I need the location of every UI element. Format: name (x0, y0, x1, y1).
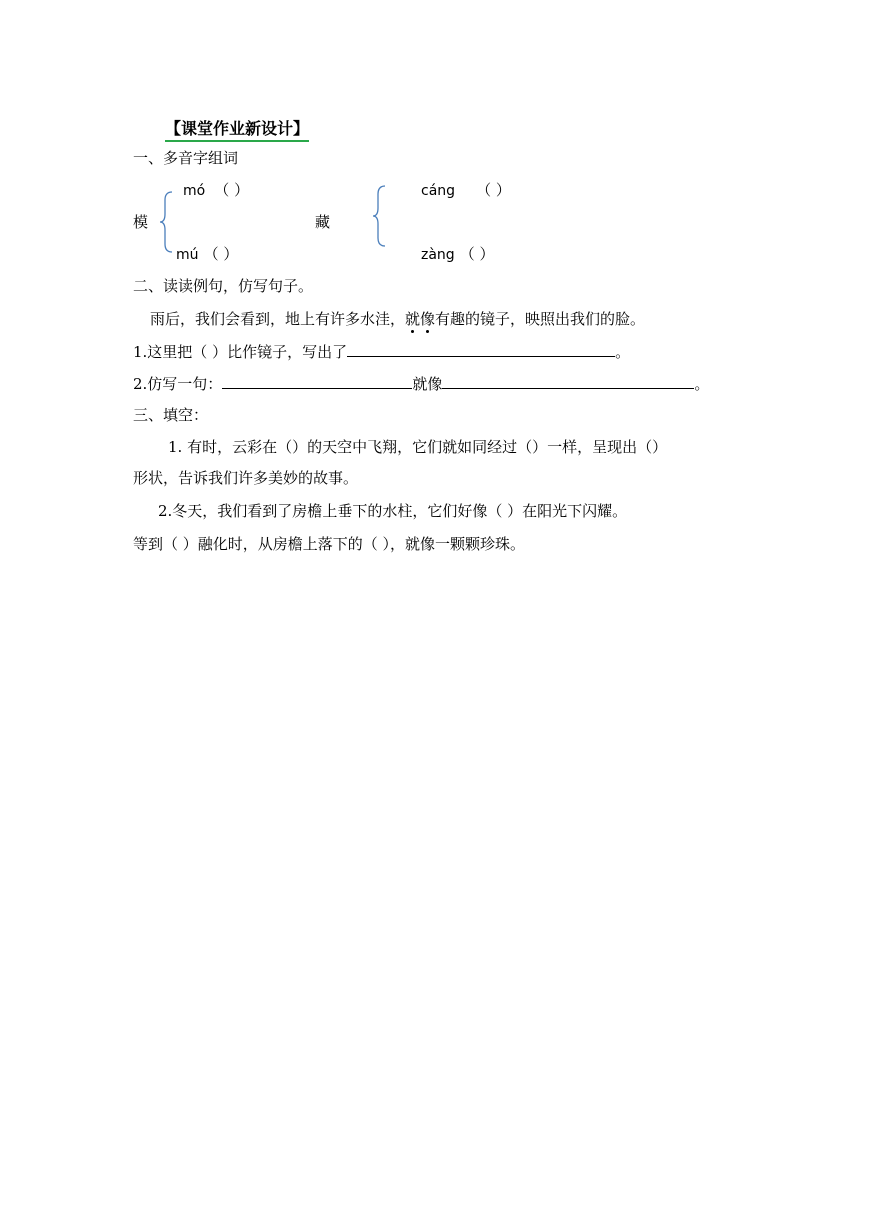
answer-line-2-2b[interactable] (442, 373, 694, 389)
emphasized-char-xiang: 像 (420, 310, 436, 328)
answer-blank-mo[interactable]: （ ） (214, 181, 250, 199)
question-3-2-line1: 2.冬天，我们看到了房檐上垂下的水柱，它们好像（ ）在阳光下闪耀。 (158, 502, 628, 520)
section2-heading: 二、读读例句，仿写句子。 (133, 277, 314, 295)
reading-row-zang (421, 244, 495, 264)
example-text-after: 有趣的镜子，映照出我们的脸。 (435, 310, 646, 328)
question-3-1-line2: 形状，告诉我们许多美妙的故事。 (133, 469, 359, 487)
section1-heading: 一、多音字组词 (133, 149, 239, 167)
polyphone-char-mo: 模 (133, 213, 149, 231)
question-2-2-end: 。 (694, 375, 710, 393)
answer-blank-zang[interactable]: （ ） (459, 245, 495, 263)
question-2-1-end: 。 (615, 343, 631, 361)
pinyin-zang: zàng (421, 247, 455, 263)
answer-blank-cang[interactable]: （ ） (476, 181, 511, 199)
reading-row-mu (176, 244, 238, 264)
pinyin-mo: mó (183, 183, 206, 199)
question-2-1 (133, 341, 630, 362)
question-2-2 (133, 373, 709, 394)
polyphone-char-cang: 藏 (315, 213, 331, 231)
left-brace-1 (160, 192, 174, 252)
pinyin-cang: cáng (421, 183, 456, 199)
example-text-before: 雨后，我们会看到，地上有许多水洼， (150, 310, 406, 328)
page-title: 【课堂作业新设计】 (165, 116, 309, 142)
pinyin-mu: mú (176, 247, 199, 263)
answer-line-2-2a[interactable] (222, 373, 412, 389)
answer-line-2-1[interactable] (347, 341, 615, 357)
emphasized-char-jiu: 就 (405, 310, 421, 328)
question-2-1-prompt: 1.这里把（ ）比作镜子，写出了 (133, 343, 348, 361)
question-3-1-line1: 1. 有时，云彩在（）的天空中飞翔，它们就如同经过（）一样，呈现出（） (168, 438, 668, 456)
answer-blank-mu[interactable]: （ ） (203, 245, 239, 263)
example-sentence (150, 309, 645, 329)
question-2-2-prompt: 2.仿写一句： (133, 375, 223, 393)
left-brace-2 (373, 186, 387, 246)
reading-row-mo (183, 180, 249, 200)
question-3-2-line2: 等到（ ）融化时，从房檐上落下的（ ），就像一颗颗珍珠。 (133, 535, 526, 553)
question-2-2-middle: 就像 (412, 375, 443, 393)
reading-row-cang (421, 180, 511, 200)
section3-heading: 三、填空： (133, 406, 209, 424)
